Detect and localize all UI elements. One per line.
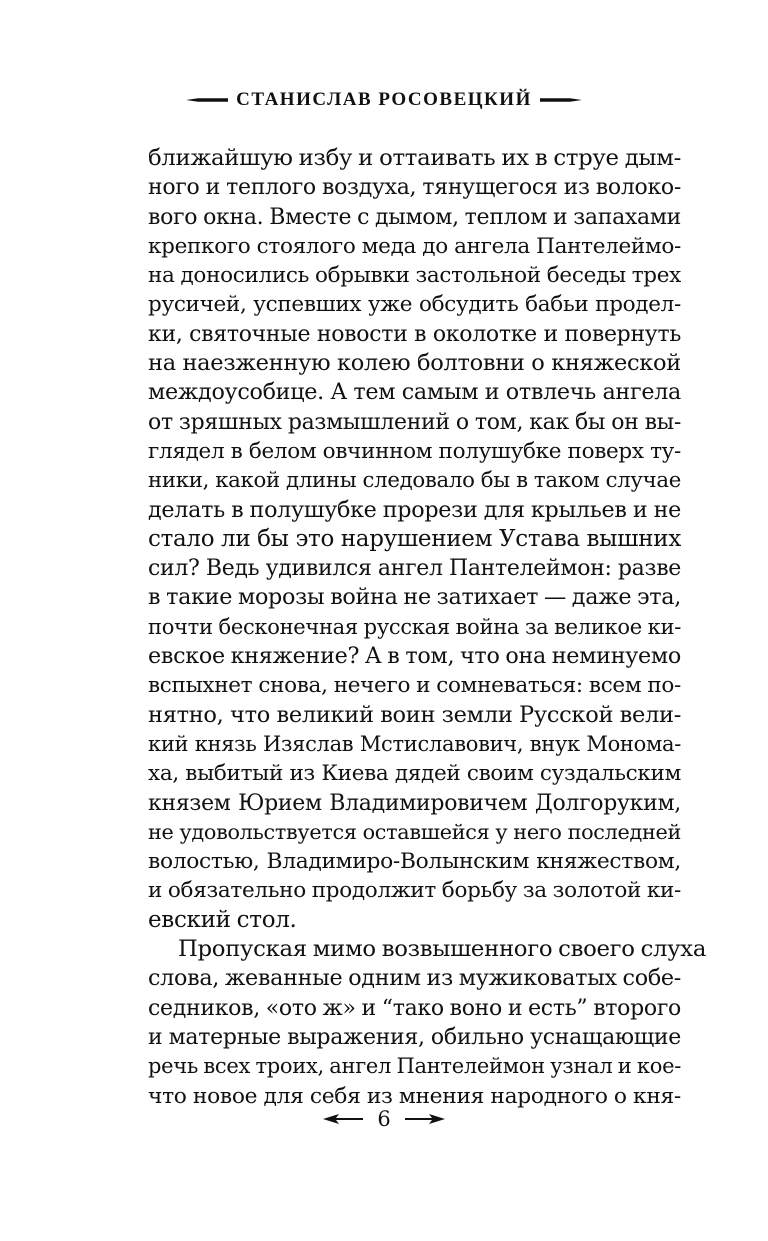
text-line: нятно, что великий воин земли Русской вели- — [148, 701, 681, 728]
text-line: евский стол. — [148, 906, 297, 933]
text-line: и обязательно продолжит борьбу за золотой ки- — [148, 878, 681, 904]
text-line: на наезженную колею болтовни о княжеской — [148, 350, 681, 377]
text-line: слова, жеванные одним из мужиковатых собе- — [148, 965, 681, 992]
running-header-title: СТАНИСЛАВ РОСОВЕЦКИЙ — [236, 89, 532, 110]
text-line: Пропуская мимо возвышенного своего слуха — [178, 936, 707, 963]
footer-ornament-left — [323, 1113, 363, 1125]
text-line: ники, какой длины следовало бы в таком случае — [148, 468, 681, 494]
text-line: и матерные выражения, обильно уснащающие — [148, 1024, 681, 1050]
text-line: стало ли бы это нарушением Устава вышних — [148, 525, 681, 552]
paragraph — [148, 935, 707, 1111]
text-line: седников, «ото ж» и “тако воно и есть” второго — [148, 995, 681, 1021]
text-line: ного и теплого воздуха, тянущегося из волоко- — [148, 175, 681, 201]
text-line: князем Юрием Владимировичем Долгоруким, — [148, 790, 681, 816]
text-line: кий князь Изяслав Мстиславович, внук Монома- — [148, 731, 681, 756]
body-text — [148, 144, 707, 1111]
text-line: делать в полушубке прорези для крыльев и не — [148, 496, 681, 523]
text-line: не удовольствуется оставшейся у него последней — [148, 819, 681, 844]
paragraph — [148, 144, 681, 935]
text-line: от зряшных размышлений о том, как бы он вы- — [148, 409, 681, 435]
footer-ornament-right — [405, 1113, 445, 1125]
running-header — [0, 88, 768, 112]
text-line: крепкого стоялого меда до ангела Пантелеймо- — [148, 233, 681, 259]
text-line: почти бесконечная русская война за великое ки- — [148, 614, 681, 639]
header-rule-right-ornament — [540, 95, 582, 105]
text-line: вого окна. Вместе с дымом, теплом и запахами — [148, 204, 681, 230]
text-line: ха, выбитый из Киева дядей своим суздальским — [148, 761, 681, 787]
text-line: евское княжение? А в том, что она неминуемо — [148, 643, 681, 670]
text-line: в такие морозы война не затихает — даже эта, — [148, 584, 681, 611]
text-line: русичей, успевших уже обсудить бабьи продел- — [148, 292, 681, 318]
text-line: междоусобице. А тем самым и отвлечь ангела — [148, 379, 681, 406]
text-line: вспыхнет снова, нечего и сомневаться: всем по- — [148, 673, 681, 699]
text-line: ки, святочные новости в околотке и повернуть — [148, 321, 681, 347]
text-line: речь всех троих, ангел Пантелеймон узнал и кое- — [148, 1054, 681, 1079]
text-line: что новое для себя из мнения народного о кня- — [148, 1083, 681, 1109]
text-line: ближайшую избу и оттаивать их в струе дым- — [148, 145, 681, 171]
header-rule-left-ornament — [186, 95, 228, 105]
text-line: волостью, Владимиро-Волынским княжеством, — [148, 849, 681, 875]
text-line: на доносились обрывки застольной беседы трех — [148, 263, 681, 289]
page-number: 6 — [377, 1107, 391, 1131]
text-line: сил? Ведь удивился ангел Пантелеймон: разве — [148, 556, 681, 582]
text-line: глядел в белом овчинном полушубке поверх ту- — [148, 438, 681, 464]
page-footer — [0, 1104, 768, 1134]
